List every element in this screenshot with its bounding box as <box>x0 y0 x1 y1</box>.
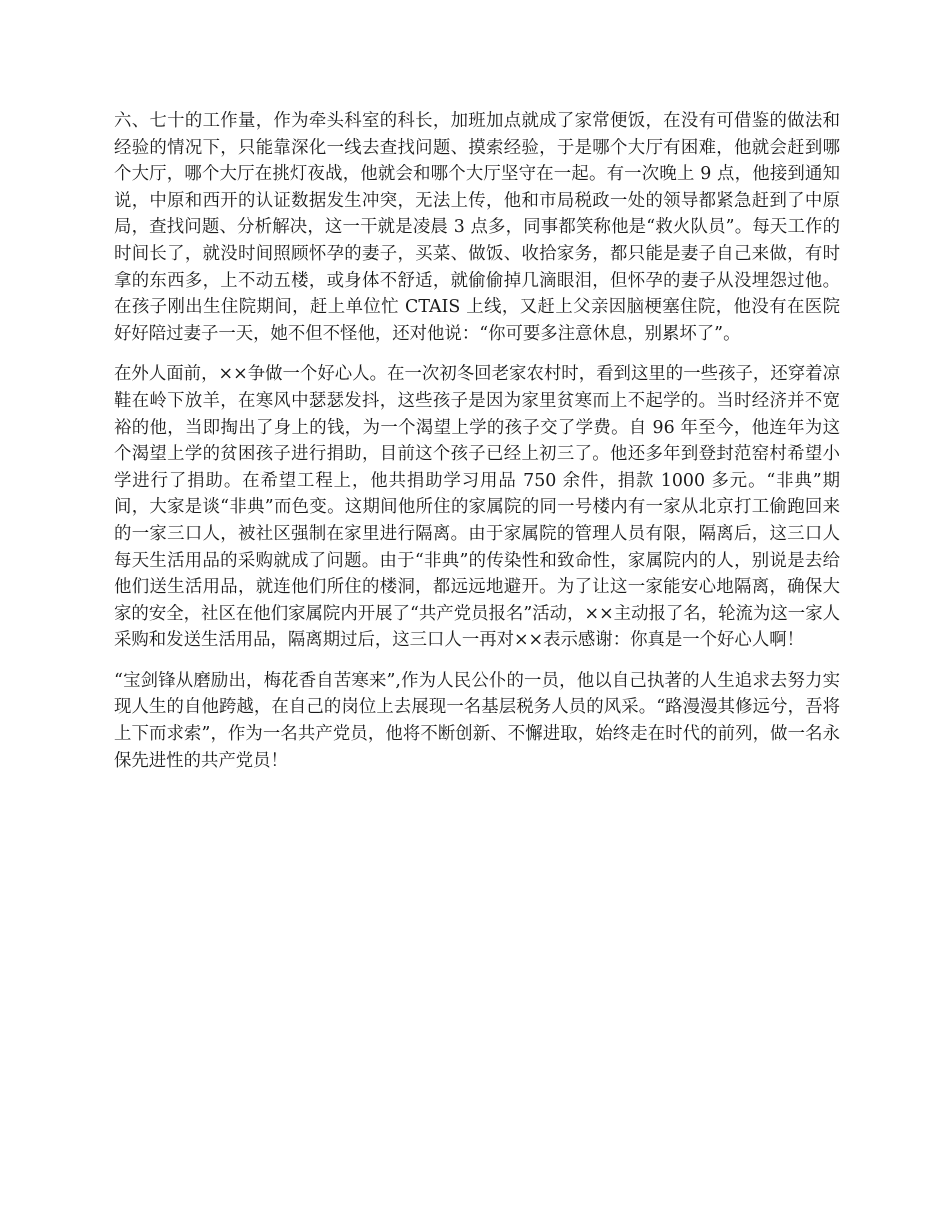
document-body <box>114 108 840 788</box>
paragraph-3: “宝剑锋从磨励出，梅花香自苦寒来”,作为人民公仆的一员，他以自己执著的人生追求去努力实现人生的自他跨越，在自己的岗位上去展现一名基层税务人员的风采。“路漫漫其修远兮，吾将上下而求索”，作为一名共产党员，他将不断创新、不懈进取，始终走在时代的前列，做一名永保先进性的共产党员！ <box>114 670 840 771</box>
paragraph-2: 在外人面前，××争做一个好心人。在一次初冬回老家农村时，看到这里的一些孩子，还穿着凉鞋在岭下放羊，在寒风中瑟瑟发抖，这些孩子是因为家里贫寒而上不起学的。当时经济并不宽裕的他，当即掏出了身上的钱，为一个渴望上学的孩子交了学费。自 96 年至今，他连年为这个渴望上学的贫困孩子进行捐助，目前这个孩子已经上初三了。他还多年到登封范窑村希望小学进行了捐助。在希望工程上，他共捐助学习用品 750 余件，捐款 1000 多元。“非典”期间，大家是谈“非典”而色变。这期间他所住的家属院的同一号楼内有一家从北京打工偷跑回来的一家三口人，被社区强制在家里进行隔离。由于家属院的管理人员有限，隔离后，这三口人每天生活用品的采购就成了问题。由于“非典”的传染性和致命性，家属院内的人，别说是去给他们送生活用品，就连他们所住的楼洞，都远远地避开。为了让这一家能安心地隔离，确保大家的安全，社区在他们家属院内开展了“共产党员报名”活动，××主动报了名，轮流为这一家人采购和发送生活用品，隔离期过后，这三口人一再对××表示感谢：你真是一个好心人啊！ <box>114 364 840 651</box>
paragraph-1: 六、七十的工作量，作为牵头科室的科长，加班加点就成了家常便饭，在没有可借鉴的做法和经验的情况下，只能靠深化一线去查找问题、摸索经验，于是哪个大厅有困难，他就会赶到哪个大厅，哪个大厅在挑灯夜战，他就会和哪个大厅坚守在一起。有一次晚上 9 点，他接到通知说，中原和西开的认证数据发生冲突，无法上传，他和市局税政一处的领导都紧急赶到了中原局，查找问题、分析解决，这一干就是凌晨 3 点多，同事都笑称他是“救火队员”。每天工作的时间长了，就没时间照顾怀孕的妻子，买菜、做饭、收拾家务，都只能是妻子自己来做，有时拿的东西多，上不动五楼，或身体不舒适，就偷偷掉几滴眼泪，但怀孕的妻子从没埋怨过他。在孩子刚出生住院期间，赶上单位忙 CTAIS 上线，又赶上父亲因脑梗塞住院，他没有在医院好好陪过妻子一天，她不但不怪他，还对他说：“你可要多注意休息，别累坏了”。 <box>114 111 840 344</box>
